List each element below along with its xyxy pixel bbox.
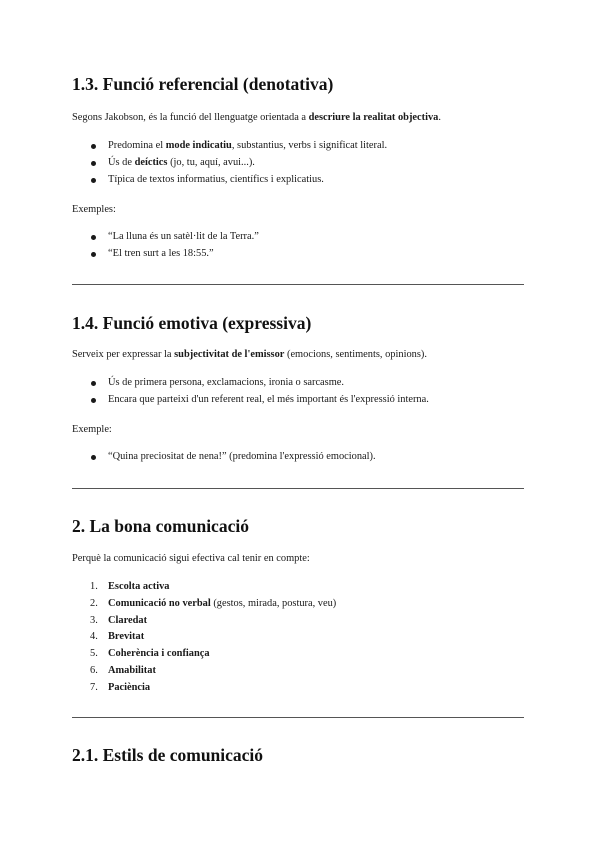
section-1-4-bullets bbox=[72, 375, 429, 409]
item-number: 2. bbox=[90, 597, 98, 609]
item-bold-text: mode indicatiu bbox=[165, 140, 232, 151]
item-bold-text: Brevitat bbox=[108, 631, 145, 643]
section-2-intro: Perquè la comunicació sigui efectiva cal tenir en compte: bbox=[72, 553, 310, 564]
item-bold-text: Paciència bbox=[108, 681, 151, 693]
intro-text-end: . bbox=[438, 112, 441, 123]
list-item bbox=[72, 680, 336, 697]
section-heading-1-4: 1.4. Funció emotiva (expressiva) bbox=[72, 313, 312, 333]
list-item bbox=[72, 579, 336, 596]
list-item: Ús de primera persona, exclamacions, ironia o sarcasme. bbox=[72, 375, 429, 392]
section-1-3-examples bbox=[72, 229, 259, 263]
item-number: 1. bbox=[90, 581, 98, 592]
item-number: 6. bbox=[90, 664, 98, 676]
list-item bbox=[72, 646, 336, 663]
examples-label: Exemples: bbox=[72, 204, 116, 215]
item-number: 3. bbox=[90, 614, 98, 626]
item-number: 5. bbox=[90, 648, 98, 660]
intro-text: Segons Jakobson, és la funció del llenguatge orientada a bbox=[72, 112, 309, 123]
example-item: “El tren surt a les 18:55.” bbox=[72, 246, 259, 263]
item-text: Predomina el bbox=[108, 140, 166, 151]
item-bold-text: Comunicació no verbal bbox=[108, 597, 211, 609]
section-1-4-intro bbox=[72, 348, 427, 362]
section-heading-1-3: 1.3. Funció referencial (denotativa) bbox=[72, 74, 334, 94]
divider bbox=[72, 284, 524, 285]
list-item bbox=[72, 663, 336, 680]
section-1-3-bullets bbox=[72, 138, 387, 188]
intro-text: Serveix per expressar la bbox=[72, 349, 175, 360]
list-item bbox=[72, 138, 387, 155]
item-text-end: , substantius, verbs i significat literal. bbox=[231, 140, 388, 151]
list-item bbox=[72, 155, 387, 172]
item-bold-text: deíctics bbox=[134, 156, 168, 168]
list-item bbox=[72, 629, 336, 646]
item-bold-text: Coherència i confiança bbox=[108, 648, 210, 660]
item-number: 7. bbox=[90, 681, 98, 693]
item-bold-text: Escolta activa bbox=[108, 581, 170, 592]
item-text: Típica de textos informatius, científics i explicatius. bbox=[108, 173, 324, 185]
list-item bbox=[72, 172, 387, 189]
item-bold-text: Amabilitat bbox=[108, 664, 156, 676]
divider bbox=[72, 717, 524, 718]
item-text: Ús de bbox=[108, 156, 135, 168]
intro-text-end: (emocions, sentiments, opinions). bbox=[284, 349, 427, 360]
item-text-end: (jo, tu, aquí, avui...). bbox=[167, 156, 255, 168]
list-item bbox=[72, 613, 336, 630]
section-1-4-examples bbox=[72, 449, 376, 466]
list-item: Encara que parteixi d'un referent real, el més important és l'expressió interna. bbox=[72, 392, 429, 409]
section-2-numbered-list bbox=[72, 579, 336, 697]
section-heading-2-1: 2.1. Estils de comunicació bbox=[72, 745, 264, 765]
intro-bold-text: descriure la realitat objectiva bbox=[308, 112, 439, 123]
list-item bbox=[72, 596, 336, 613]
example-item: “La lluna és un satèl·lit de la Terra.” bbox=[72, 229, 259, 246]
item-bold-text: Claredat bbox=[108, 614, 148, 626]
example-label: Exemple: bbox=[72, 424, 112, 435]
section-heading-2: 2. La bona comunicació bbox=[72, 516, 249, 536]
intro-bold-text: subjectivitat de l'emissor bbox=[174, 349, 285, 360]
section-1-3-intro bbox=[72, 111, 441, 125]
divider bbox=[72, 488, 524, 489]
item-text: (gestos, mirada, postura, veu) bbox=[210, 597, 337, 609]
example-item: “Quina preciositat de nena!” (predomina l'expressió emocional). bbox=[72, 449, 376, 466]
item-number: 4. bbox=[90, 631, 98, 643]
